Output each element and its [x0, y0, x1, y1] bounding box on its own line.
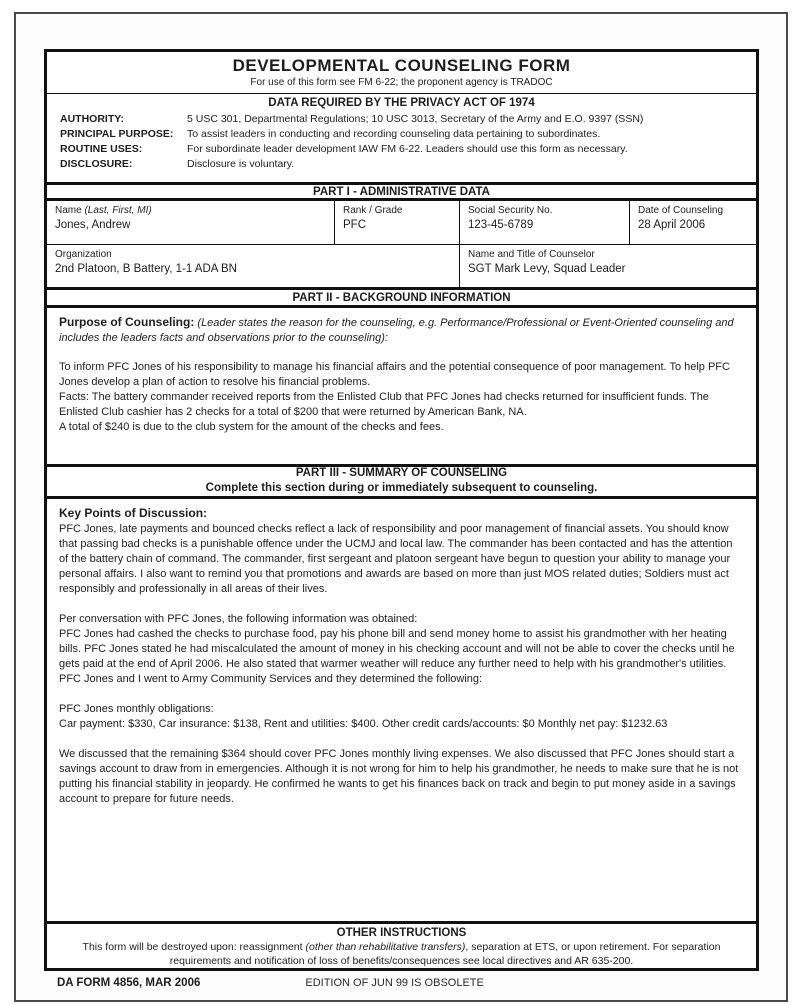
form-footer — [44, 977, 759, 989]
other-instructions-text-pre: This form will be destroyed upon: reassignment — [82, 941, 306, 953]
authority-label: AUTHORITY: — [60, 112, 124, 125]
date-of-counseling-field — [630, 201, 756, 244]
key-points-paragraph: PFC Jones, late payments and bounced checks reflect a lack of responsibility and poor management of financial assets. You should know that passing bad checks is a punishable offence under the UCMJ and local law. The commander has been contacted and has the attention of the battery chain of command. The commander, first sergeant and platoon sergeant have begun to question your ability to manage your personal affairs. I also want to remind you that promotions and awards are based on more than just MOS related duties; Soldiers must act responsibly and professionally in all areas of their lives. — [59, 522, 733, 595]
purpose-lead — [59, 315, 744, 346]
form-title: DEVELOPMENTAL COUNSELING FORM — [232, 56, 571, 75]
other-instructions-text-italic: (other than rehabilitative transfers) — [305, 941, 466, 953]
form-number: DA FORM 4856, MAR 2006 — [57, 977, 201, 989]
routine-uses-value: For subordinate leader development IAW FM 6-22. Leaders should use this form as necessary. — [187, 142, 628, 155]
date-of-counseling-label: Date of Counseling — [638, 205, 724, 217]
counselor-value: SGT Mark Levy, Squad Leader — [468, 262, 626, 275]
part2-header — [47, 287, 756, 308]
part2-heading: PART II - BACKGROUND INFORMATION — [292, 291, 511, 304]
other-instructions-text — [77, 940, 726, 968]
admin-row-2 — [47, 245, 756, 288]
organization-field — [47, 245, 460, 288]
other-instructions-text-post: , separation at ETS, or upon retirement. For separation requirements and notification of loss of benefits/consequences see local directives and AR 635-200. — [169, 941, 721, 967]
name-field — [47, 201, 335, 244]
purpose-paragraph: To inform PFC Jones of his responsibility to manage his financial affairs and the potential consequence of poor management. To help PFC Jones develop a plan of action to resolve his financial problems. — [59, 361, 730, 389]
privacy-row-disclosure — [47, 157, 756, 172]
rank-label: Rank / Grade — [343, 205, 403, 217]
disclosure-label: DISCLOSURE: — [60, 157, 133, 170]
key-points-section — [47, 499, 756, 921]
name-label-note: (Last, First, MI) — [84, 205, 152, 217]
routine-uses-label: ROUTINE USES: — [60, 142, 143, 155]
privacy-row-routine-uses — [47, 142, 756, 157]
privacy-act-heading: DATA REQUIRED BY THE PRIVACY ACT OF 1974 — [268, 96, 535, 109]
rank-value: PFC — [343, 219, 366, 232]
key-points-paragraph: Car payment: $330, Car insurance: $138, Rent and utilities: $400. Other credit cards/accounts: $0 Monthly net pay: $1232.63 — [59, 717, 668, 730]
date-of-counseling-value: 28 April 2006 — [638, 219, 706, 232]
admin-row-1 — [47, 201, 756, 245]
part1-heading: PART I - ADMINISTRATIVE DATA — [313, 185, 490, 198]
counselor-field — [460, 245, 756, 288]
ssn-field — [460, 201, 630, 244]
disclosure-value: Disclosure is voluntary. — [187, 157, 295, 170]
form-subtitle: For use of this form see FM 6-22; the proponent agency is TRADOC — [250, 77, 553, 88]
organization-value: 2nd Platoon, B Battery, 1-1 ADA BN — [55, 262, 237, 275]
ssn-label: Social Security No. — [468, 205, 553, 217]
counselor-label: Name and Title of Counselor — [468, 248, 595, 260]
ssn-value: 123-45-6789 — [468, 219, 534, 232]
part3-heading: PART III - SUMMARY OF COUNSELING — [295, 467, 508, 480]
purpose-label: Purpose of Counseling: — [59, 315, 195, 330]
key-points-paragraph: PFC Jones had cashed the checks to purchase food, pay his phone bill and send money home to assist his grandmother with her heating bills. PFC Jones stated he had miscalculated the amount of money in his checking account and will not be able to cover the checks until he gets paid at the end of April 2006. He also stated that warmer weather will reduce any further need to help with his grandmother's utilities. PFC Jones and I went to Army Community Services and they determined the following: — [59, 627, 735, 685]
part3-header — [47, 464, 756, 499]
other-instructions-section — [47, 921, 756, 968]
purpose-of-counseling-section — [47, 308, 756, 463]
name-label: Name (Last, First, MI) — [55, 205, 152, 217]
part3-subheading: Complete this section during or immediately subsequent to counseling. — [205, 482, 598, 495]
authority-value: 5 USC 301, Departmental Regulations; 10 USC 3013, Secretary of the Army and E.O. 9397 (SSN) — [187, 112, 644, 125]
key-points-paragraph: We discussed that the remaining $364 should cover PFC Jones monthly living expenses. We also discussed that PFC Jones should start a savings account to draw from in emergencies. Although it is not wrong for him to help his grandmother, he needs to make sure that he is not putting his financial stability in jeopardy. He confirmed he wants to get his finances back on track and begin to put money aside in a savings account to prepare for future needs. — [59, 747, 739, 805]
counseling-form — [44, 49, 759, 971]
edition-note: EDITION OF JUN 99 IS OBSOLETE — [305, 977, 484, 989]
key-points-paragraph: Per conversation with PFC Jones, the following information was obtained: — [59, 612, 418, 625]
rank-field — [335, 201, 460, 244]
name-value: Jones, Andrew — [55, 219, 131, 232]
purpose-paragraph: Facts: The battery commander received reports from the Enlisted Club that PFC Jones had checks returned for insufficient funds. The Enlisted Club cashier has 2 checks for a total of $200 that were returned by American Bank, NA. — [59, 391, 709, 419]
privacy-act-section — [47, 93, 756, 182]
other-instructions-heading: OTHER INSTRUCTIONS — [336, 927, 467, 939]
principal-purpose-label: PRINCIPAL PURPOSE: — [60, 127, 174, 140]
principal-purpose-value: To assist leaders in conducting and recording counseling data pertaining to subordinates. — [187, 127, 601, 140]
privacy-row-authority — [47, 112, 756, 127]
purpose-guidance: (Leader states the reason for the counseling, e.g. Performance/Professional or Event-Oriented counseling and includes the leaders facts and observations prior to the counseling): — [59, 317, 734, 345]
key-points-title: Key Points of Discussion: — [59, 505, 208, 520]
part1-header — [47, 182, 756, 202]
form-title-block — [47, 52, 756, 93]
privacy-row-principal-purpose — [47, 127, 756, 142]
key-points-paragraph: PFC Jones monthly obligations: — [59, 702, 214, 715]
administrative-data-grid — [47, 201, 756, 287]
organization-label: Organization — [55, 248, 112, 260]
purpose-paragraph: A total of $240 is due to the club system for the amount of the checks and fees. — [59, 421, 444, 434]
scanned-page — [14, 12, 788, 1002]
